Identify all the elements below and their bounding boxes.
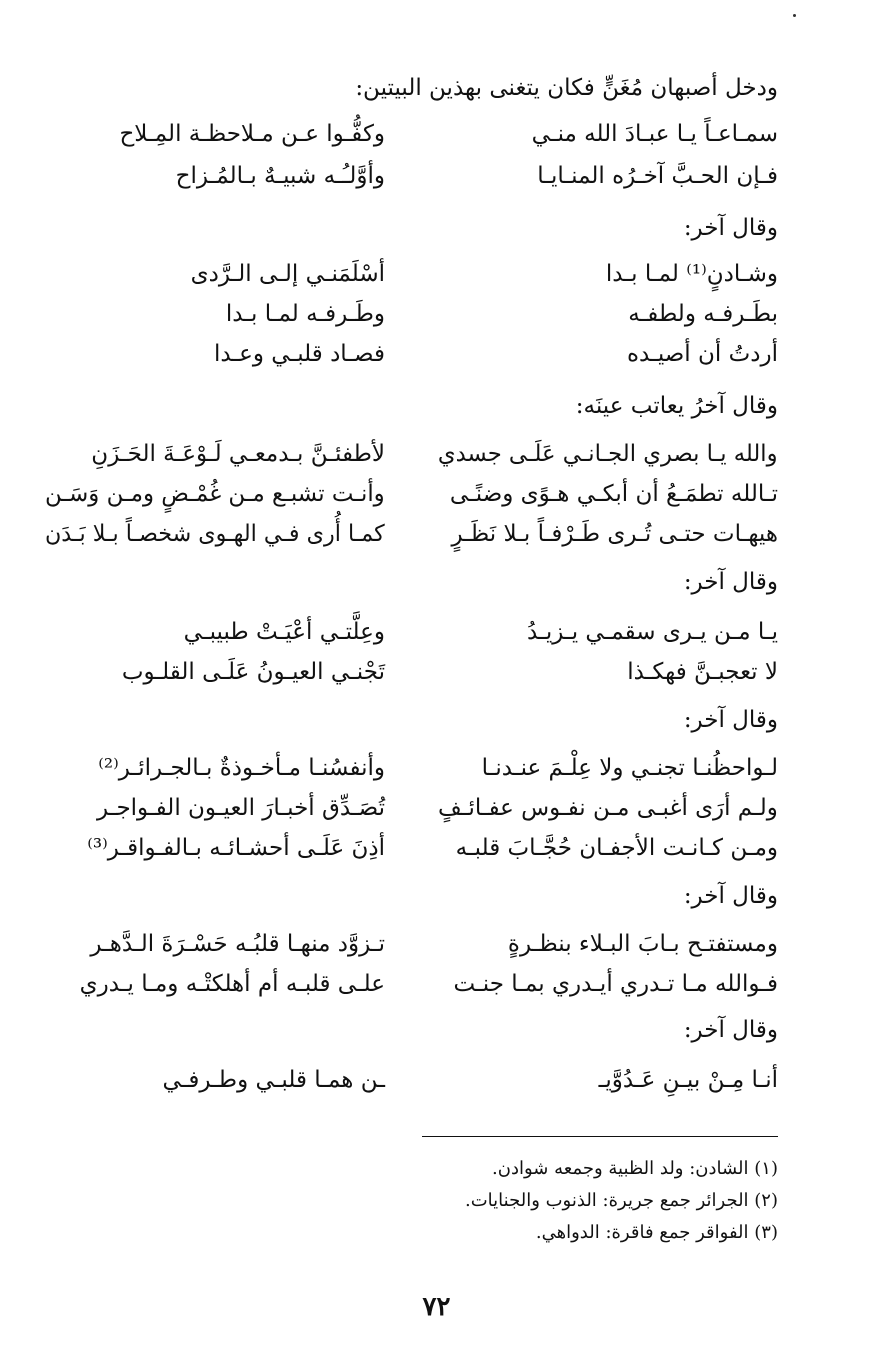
- page-number: ٧٢: [422, 1292, 451, 1322]
- verse-right: فـإن الحـبَّ آخـرُه المنـايـا: [537, 163, 778, 189]
- verse-left: تَجْنـي العيـونُ عَلَـى القلـوب: [121, 659, 385, 685]
- section-heading: وقال آخر:: [683, 569, 778, 595]
- verse-right: ومـن كـانـت الأجفـان حُجَّـابَ قلبـه: [455, 835, 778, 861]
- verse-right: لا تعجبـنَّ فهكـذا: [627, 659, 778, 685]
- verse-right: بطَـرفـه ولطفـه: [628, 301, 778, 327]
- verse-left: أذِنَ عَلَـى أحشـائـه بـالفـواقـر⁽³⁾: [87, 835, 385, 861]
- footnote: (٢) الجرائر جمع جريرة: الذنوب والجنايات.: [465, 1190, 778, 1211]
- section-heading: وقال آخر:: [683, 1017, 778, 1043]
- verse-left: وكفُّـوا عـن مـلاحظـة المِـلاح: [119, 121, 385, 147]
- verse-right: لـواحظُنـا تجنـي ولا عِلْـمَ عنـدنـا: [481, 755, 778, 781]
- verse-right: سمـاعـاً يـا عبـادَ الله منـي: [531, 121, 778, 147]
- section-heading: وقال آخر:: [683, 215, 778, 241]
- verse-left: فصـاد قلبـي وعـدا: [213, 341, 385, 367]
- verse-right: وشـادنٍ⁽¹⁾ لمـا بـدا: [605, 261, 778, 287]
- verse-right: أنـا مِـنْ بيـنِ عَـدُوَّيـ: [598, 1067, 778, 1093]
- verse-left: ـن همـا قلبـي وطـرفـي: [162, 1067, 385, 1093]
- intro-text: ودخل أصبهان مُغَنٍّ فكان يتغنى بهذين البيتين:: [355, 75, 778, 101]
- verse-left: وطَـرفـه لمـا بـدا: [225, 301, 385, 327]
- verse-right: هيهـات حتـى تُـرى طَـرْفـاً بـلا نَظَـرٍ: [451, 521, 778, 547]
- section-heading: وقال آخرُ يعاتب عينَه:: [575, 393, 778, 419]
- verse-left: تـزوَّد منهـا قلبُـه حَسْـرَةَ الـدَّهـر: [90, 931, 385, 957]
- footnote: (١) الشادن: ولد الظبية وجمعه شوادن.: [492, 1158, 778, 1179]
- verse-left: وأنـت تشبـع مـن غُمْـضٍ ومـن وَسَـن: [45, 481, 385, 507]
- footnote-divider: [422, 1136, 778, 1137]
- footnote: (٣) الفواقر جمع فاقرة: الدواهي.: [535, 1222, 778, 1243]
- verse-left: أسْلَمَنـي إلـى الـرَّدى: [190, 261, 385, 287]
- verse-right: ومستفتـح بـابَ البـلاء بنظـرةٍ: [507, 931, 778, 957]
- verse-left: علـى قلبـه أم أهلكتْـه ومـا يـدري: [79, 971, 385, 997]
- verse-right: والله يـا بصري الجـانـي عَلَـى جسدي: [438, 441, 778, 467]
- verse-right: فـوالله مـا تـدري أيـدري بمـا جنـت: [453, 971, 778, 997]
- section-heading: وقال آخر:: [683, 707, 778, 733]
- verse-left: كمـا أُرى فـي الهـوى شخصـاً بـلا بَـدَن: [45, 521, 385, 547]
- verse-left: وعِلَّتـي أعْيَـتْ طبيبـي: [183, 619, 385, 645]
- verse-right: تـالله تطمَـعُ أن أبكـي هـوًى وضنًـى: [449, 481, 778, 507]
- verse-right: أردتُ أن أصيـده: [626, 341, 778, 367]
- verse-right: ولـم أرَى أغبـى مـن نفـوس عفـائـفٍ: [438, 795, 778, 821]
- verse-right: يـا مـن يـرى سقمـي يـزيـدُ: [527, 619, 778, 645]
- scan-speck: [793, 14, 796, 17]
- verse-left: وأوَّلـُـه شبيـهٌ بـالمُـزاح: [175, 163, 385, 189]
- verse-left: وأنفسُنـا مـأخـوذةٌ بـالجـرائـر⁽²⁾: [98, 755, 385, 781]
- section-heading: وقال آخر:: [683, 883, 778, 909]
- verse-left: لأطفئـنَّ بـدمعـي لَـوْعَـةَ الحَـزَنِ: [91, 441, 385, 467]
- verse-left: تُصَـدِّق أخبـارَ العيـون الفـواجـر: [97, 795, 385, 821]
